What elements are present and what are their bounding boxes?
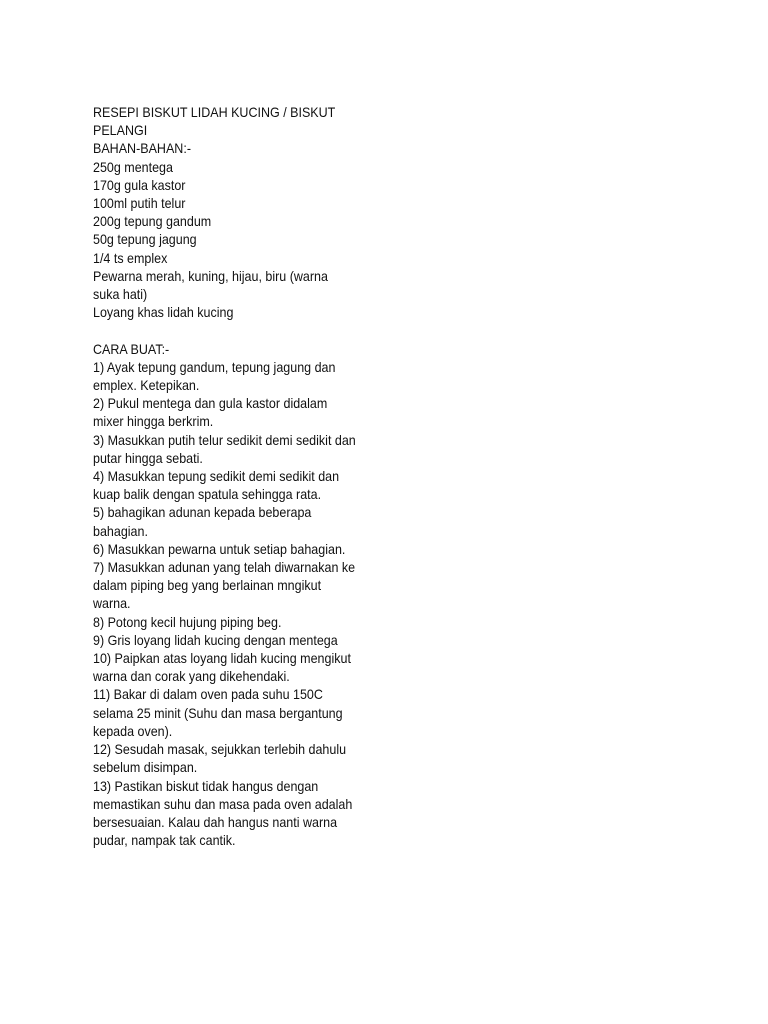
method-heading: CARA BUAT:- — [93, 341, 170, 357]
method-line: 3) Masukkan putih telur sedikit demi sedikit dan — [93, 432, 356, 448]
method-line: emplex. Ketepikan. — [93, 378, 200, 394]
ingredient-line: 50g tepung jagung — [93, 232, 197, 248]
ingredient-line: 100ml putih telur — [93, 196, 186, 212]
method-line: warna dan corak yang dikehendaki. — [93, 669, 290, 685]
ingredient-line: suka hati) — [93, 287, 148, 303]
ingredient-line: Pewarna merah, kuning, hijau, biru (warna — [93, 268, 328, 284]
method-line: 4) Masukkan tepung sedikit demi sedikit dan — [93, 469, 340, 485]
method-line: 6) Masukkan pewarna untuk setiap bahagian. — [93, 541, 346, 557]
method-line: 8) Potong kecil hujung piping beg. — [93, 614, 282, 630]
method-line: pudar, nampak tak cantik. — [93, 833, 236, 849]
ingredient-line: 200g tepung gandum — [93, 214, 212, 230]
method-line: 12) Sesudah masak, sejukkan terlebih dahulu — [93, 742, 347, 758]
method-line: mixer hingga berkrim. — [93, 414, 214, 430]
recipe-title-line-1: RESEPI BISKUT LIDAH KUCING / BISKUT — [93, 105, 336, 120]
method-line: putar hingga sebati. — [93, 450, 203, 466]
method-line: bersesuaian. Kalau dah hangus nanti warna — [93, 814, 338, 830]
ingredient-line: 250g mentega — [93, 159, 173, 175]
recipe-document — [93, 104, 360, 850]
ingredients-list — [93, 159, 360, 323]
method-line: 11) Bakar di dalam oven pada suhu 150C — [93, 687, 323, 703]
method-line: 9) Gris loyang lidah kucing dengan mentega — [93, 632, 338, 648]
method-steps — [93, 359, 360, 850]
method-line: dalam piping beg yang berlainan mngikut — [93, 578, 322, 594]
recipe-title-line-2: PELANGI — [93, 123, 148, 139]
method-line: 2) Pukul mentega dan gula kastor didalam — [93, 396, 328, 412]
ingredient-line: Loyang khas lidah kucing — [93, 305, 234, 321]
method-line: memastikan suhu dan masa pada oven adalah — [93, 796, 353, 812]
ingredients-heading: BAHAN-BAHAN:- — [93, 141, 191, 157]
method-line: warna. — [93, 596, 131, 612]
method-line: sebelum disimpan. — [93, 760, 198, 776]
ingredient-line: 1/4 ts emplex — [93, 250, 168, 266]
method-line: 5) bahagikan adunan kepada beberapa — [93, 505, 312, 521]
method-line: 7) Masukkan adunan yang telah diwarnakan ke — [93, 560, 356, 576]
method-line: 10) Paipkan atas loyang lidah kucing mengikut — [93, 651, 351, 667]
ingredient-line: 170g gula kastor — [93, 177, 186, 193]
method-line: selama 25 minit (Suhu dan masa bergantung — [93, 705, 343, 721]
section-spacer — [93, 322, 360, 340]
method-line: 1) Ayak tepung gandum, tepung jagung dan — [93, 359, 336, 375]
method-line: 13) Pastikan biskut tidak hangus dengan — [93, 778, 319, 794]
method-line: kepada oven). — [93, 723, 173, 739]
method-line: bahagian. — [93, 523, 148, 539]
method-line: kuap balik dengan spatula sehingga rata. — [93, 487, 322, 503]
